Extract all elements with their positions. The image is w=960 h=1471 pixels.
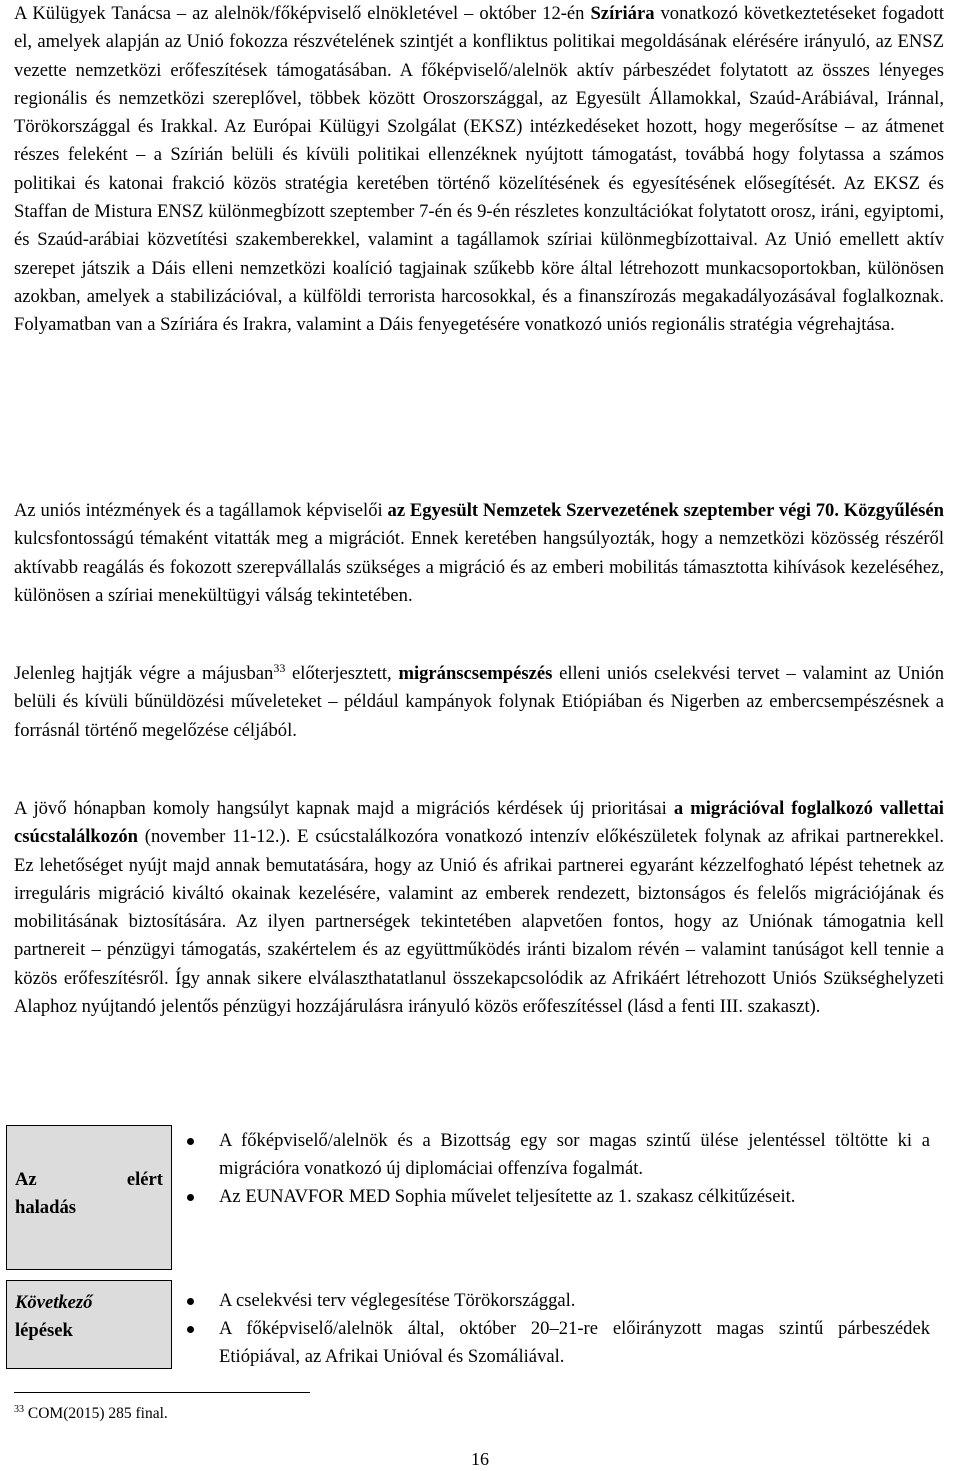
label-word: Következő bbox=[15, 1292, 93, 1313]
label-word: lépések bbox=[15, 1320, 73, 1341]
progress-label-box bbox=[6, 1125, 172, 1270]
text-run: A Külügyek Tanácsa – az alelnök/főképviselő elnökletével – október 12-én bbox=[14, 3, 591, 24]
list-item bbox=[185, 1183, 930, 1211]
bold-text: az Egyesült Nemzetek Szervezetének szeptember végi 70. Közgyűlésén bbox=[387, 500, 944, 521]
list-item bbox=[185, 1287, 930, 1315]
list-item-text: A cselekvési terv véglegesítése Törökországgal. bbox=[219, 1290, 576, 1311]
list-item-text: A főképviselő/alelnök és a Bizottság egy sor magas szintű ülése jelentéssel töltötte ki a migrációra vonatkozó új diplomáciai offenzíva fogalmát. bbox=[219, 1130, 930, 1179]
list-item bbox=[185, 1127, 930, 1183]
text-run: A jövő hónapban komoly hangsúlyt kapnak majd a migrációs kérdések új prioritásai bbox=[14, 798, 674, 819]
progress-list bbox=[185, 1127, 930, 1211]
page-number: 16 bbox=[471, 1449, 489, 1469]
bold-text: a migrációval foglalkozó vallettai csúcstalálkozón bbox=[14, 798, 944, 848]
bullet-icon bbox=[187, 1138, 194, 1145]
list-item bbox=[185, 1315, 930, 1371]
footnote-number: 33 bbox=[14, 1403, 24, 1415]
paragraph-un-assembly bbox=[14, 497, 944, 610]
label-word: Az bbox=[15, 1169, 37, 1190]
footnote-text: COM(2015) 285 final. bbox=[24, 1405, 168, 1422]
next-steps-label-box bbox=[6, 1280, 172, 1369]
list-item-text: Az EUNAVFOR MED Sophia művelet teljesítette az 1. szakasz célkitűzéseit. bbox=[219, 1186, 796, 1207]
bold-text: migránscsempészés bbox=[398, 663, 553, 684]
bold-text: Szíriára bbox=[590, 3, 655, 24]
label-word: elért bbox=[126, 1169, 163, 1190]
next-steps-list bbox=[185, 1287, 930, 1371]
text-run: elleni uniós cselekvési tervet – valamint az Unión belüli és kívüli bűnüldözési műveleteket – például kampányok folynak Etiópiában és Nigerben az embercsempészésnek a forrásnál történő megelőzése céljából. bbox=[14, 663, 944, 741]
paragraph-valletta bbox=[14, 795, 944, 1021]
paragraph-syria bbox=[14, 0, 944, 340]
label-word: haladás bbox=[15, 1197, 76, 1218]
footnote-separator bbox=[14, 1392, 310, 1393]
bullet-icon bbox=[187, 1298, 194, 1305]
text-run: Jelenleg hajtják végre a májusban bbox=[14, 663, 274, 684]
footnote bbox=[14, 1404, 168, 1424]
bullet-icon bbox=[187, 1326, 194, 1333]
footnote-ref: 33 bbox=[273, 660, 286, 675]
text-run: előterjesztett, bbox=[285, 663, 399, 684]
list-item-text: A főképviselő/alelnök által, október 20–21-re előirányzott magas szintű párbeszédek Etiópiával, az Afrikai Unióval és Szomáliával. bbox=[219, 1318, 930, 1367]
text-run: kulcsfontosságú témaként vitatták meg a migrációt. Ennek keretében hangsúlyozták, hogy a nemzetközi közösség részéről aktívabb reagálás és fokozott szerepvállalás szükséges a migráció és az emberi mobilitás támasztotta kihívások kezeléséhez, különösen a szíriai menekültügyi válság tekintetében. bbox=[14, 528, 944, 606]
text-run: (november 11-12.). E csúcstalálkozóra vonatkozó intenzív előkészületek folynak az afrikai partnerekkel. Ez lehetőséget nyújt majd annak bemutatására, hogy az Unió és afrikai partnerei egyaránt kézzelfogható lépést tehetnek az irreguláris migráció kiváltó okainak kezelésére, valamint az emberek rendezett, biztonságos és felelős migrációjának és mobilitásának biztosítására. Az ilyen partnerségek tekintetében alapvetően fontos, hogy az Uniónak támogatnia kell partnereit – pénzügyi támogatás, szakértelem és az együttműködés iránti bizalom révén – valamint tanúságot kell tennie a közös erőfeszítésről. Így annak sikere elválaszthatatlanul összekapcsolódik az Afrikáért létrehozott Uniós Szükséghelyzeti Alaphoz nyújtandó jelentős pénzügyi hozzájárulásra irányuló közös erőfeszítéssel (lásd a fenti III. szakaszt). bbox=[14, 826, 944, 1018]
paragraph-smuggling bbox=[14, 660, 944, 745]
text-run: vonatkozó következtetéseket fogadott el, amelyek alapján az Unió fokozza részvételének szintjét a konfliktus politikai megoldásának elérésére irányuló, az ENSZ vezette nemzetközi erőfeszítések támogatásában. A főképviselő/alelnök aktív párbeszédet folytatott az összes lényeges regionális és nemzetközi szereplővel, többek között Oroszországgal, az Egyesült Államokkal, Szaúd-Arábiával, Iránnal, Törökországgal és Irakkal. Az Európai Külügyi Szolgálat (EKSZ) intézkedéseket hozott, hogy megerősítse – az átmenet részes feleként – a Szírián belüli és kívüli politikai ellenzéknek nyújtott támogatást, továbbá hogy folytassa a számos politikai és katonai frakció közös stratégia keretében történő közelítésének és egyesítésének elősegítését. Az EKSZ és Staffan de Mistura ENSZ különmegbízott szeptember 7-én és 9-én részletes konzultációkat folytatott orosz, iráni, egyiptomi, és Szaúd-arábiai közvetítési szakemberekkel, valamint a tagállamok szíriai különmegbízottaival. Az Unió emellett aktív szerepet játszik a Dáis elleni nemzetközi koalíció tagjainak szűkebb köre által létrehozott munkacsoportokban, különösen azokban, amelyek a stabilizációval, a külföldi terrorista harcosokkal, és a finanszírozás megakadályozásával foglalkoznak. Folyamatban van a Szíriára és Irakra, valamint a Dáis fenyegetésére vonatkozó uniós regionális stratégia végrehajtása. bbox=[14, 3, 944, 336]
text-run: Az uniós intézmények és a tagállamok képviselői bbox=[14, 500, 388, 521]
bullet-icon bbox=[187, 1194, 194, 1201]
